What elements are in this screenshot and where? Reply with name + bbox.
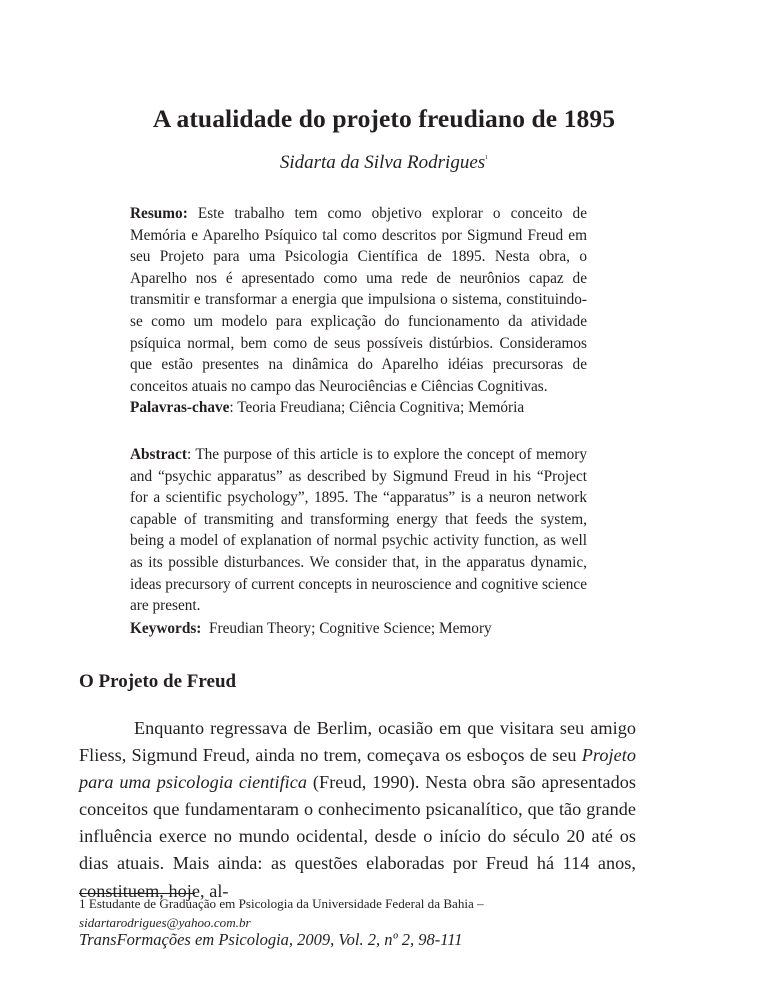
footnote [79,894,636,932]
abstract-block [130,444,587,639]
resumo-block [130,203,587,419]
body-text-part1: Enquanto regressava de Berlim, ocasião em que visitara seu amigo Fliess, Sigmund Freud, ainda no trem, começava os esboços de seu [79,718,636,766]
resumo-label: Resumo: [130,205,188,222]
palavras-chave [130,397,587,419]
author-name [0,152,768,174]
resumo-text: Este trabalho tem como objetivo explorar o conceito de Memória e Aparelho Psíquico tal como descritos por Sigmund Freud em seu Projeto para uma Psicologia Científica de 1895. Nesta obra, o Aparelho nos é apresentado como uma rede de neurônios capaz de transmitir e transformar a energia que impulsiona o sistema, constituindo-se como um modelo para explicação do funcionamento da atividade psíquica normal, bem como de seus possíveis distúrbios. Consideramos que estão presentes na dinâmica do Aparelho idéias precursoras de conceitos atuais no campo das Neurociências e Ciências Cognitivas. [130,205,587,395]
palavras-chave-label: Palavras-chave [130,399,230,417]
abstract-paragraph [130,444,587,617]
keywords-text: Freudian Theory; Cognitive Science; Memory [201,619,492,637]
author-name-text: Sidarta da Silva Rodrigues [279,152,486,173]
body-paragraph [79,715,636,905]
footnote-text: 1 Estudante de Graduação em Psicologia da Universidade Federal da Bahia – [79,896,484,911]
footnote-email[interactable]: sidartarodrigues@yahoo.com.br [79,915,251,930]
body-text-italic-title: Projeto para uma psicologia cientifica [79,745,636,793]
palavras-chave-text: : Teoria Freudiana; Ciência Cognitiva; Memória [229,399,525,417]
abstract-text: : The purpose of this article is to explore the concept of memory and “psychic apparatus” as described by Sigmund Freud in his “Project for a scientific psychology”, 1895. The “apparatus” is a neuron network capable of transmiting and transforming energy that feeds the system, being a model of explanation of normal psychic activity function, as well as its possible disturbances. We consider that, in the apparatus dynamic, ideas precursory of current concepts in neuroscience and cognitive science are present. [130,446,587,615]
author-footnote-marker[interactable]: 1 [485,155,489,161]
resumo-paragraph [130,203,587,397]
paper-title: A atualidade do projeto freudiano de 1895 [152,104,616,133]
journal-citation-footer: TransFormações em Psicologia, 2009, Vol. 2, nº 2, 98-111 [79,930,463,949]
body-text-part2: (Freud, 1990). Nesta obra são apresentados conceitos que fundamentaram o conhecimento psicanalítico, que tão grande influência exerce no mundo ocidental, desde o início do século 20 até os dias atuais. Mais ainda: as questões elaboradas por Freud há 114 anos, constituem, hoje, al- [79,772,636,901]
section-heading: O Projeto de Freud [79,671,237,692]
abstract-label: Abstract [130,446,187,463]
keywords [130,618,587,640]
keywords-label: Keywords: [130,619,202,637]
